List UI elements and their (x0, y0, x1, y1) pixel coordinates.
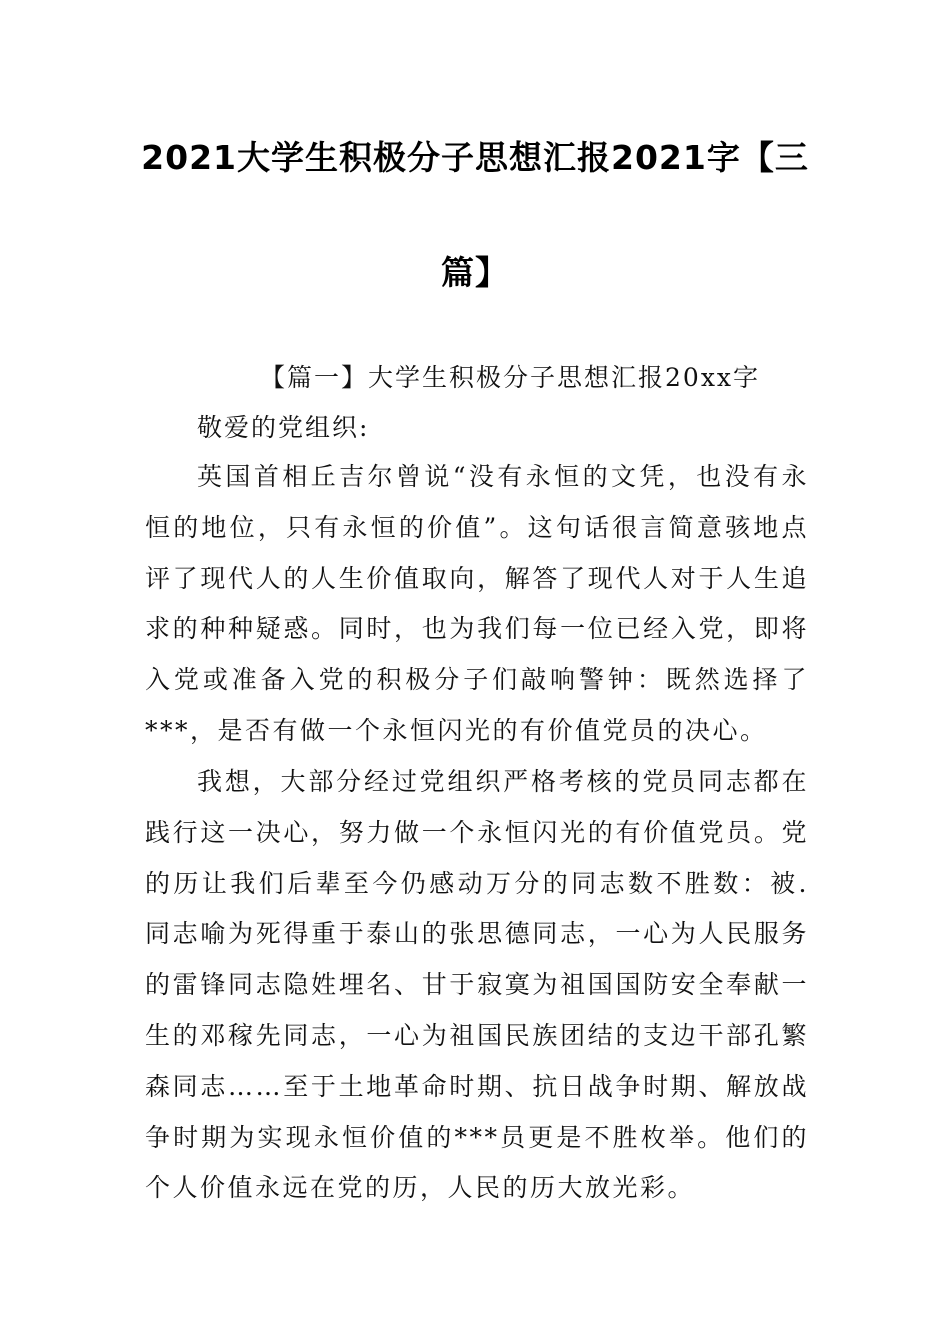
document-title-line-2: 篇】 (441, 253, 509, 292)
salutation: 敬爱的党组织: (197, 413, 370, 442)
section-heading: 【篇一】大学生积极分子思想汇报20xx字 (260, 363, 761, 392)
document-title-line-1: 2021大学生积极分子思想汇报2021字【三 (141, 138, 809, 177)
paragraph-2: 我想，大部分经过党组织严格考核的党员同志都在践行这一决心，努力做一个永恒闪光的有价值党员。党的历让我们后辈至今仍感动万分的同志数不胜数：被.同志喻为死得重于泰山的张思德同志，一心为人民服务的雷锋同志隐姓埋名、甘于寂寞为祖国国防安全奉献一生的邓稼先同志，一心为祖国民族团结的支边干部孔繁森同志……至于土地革命时期、抗日战争时期、解放战争时期为实现永恒价值的***员更是不胜枚举。他们的个人价值永远在党的历，人民的历大放光彩。 (145, 767, 809, 1203)
paragraph-1: 英国首相丘吉尔曾说“没有永恒的文凭，也没有永恒的地位，只有永恒的价值”。这句话很言简意骇地点评了现代人的人生价值取向，解答了现代人对于人生追求的种种疑惑。同时，也为我们每一位已经入党，即将入党或准备入党的积极分子们敲响警钟：既然选择了***，是否有做一个永恒闪光的有价值党员的决心。 (145, 462, 809, 745)
